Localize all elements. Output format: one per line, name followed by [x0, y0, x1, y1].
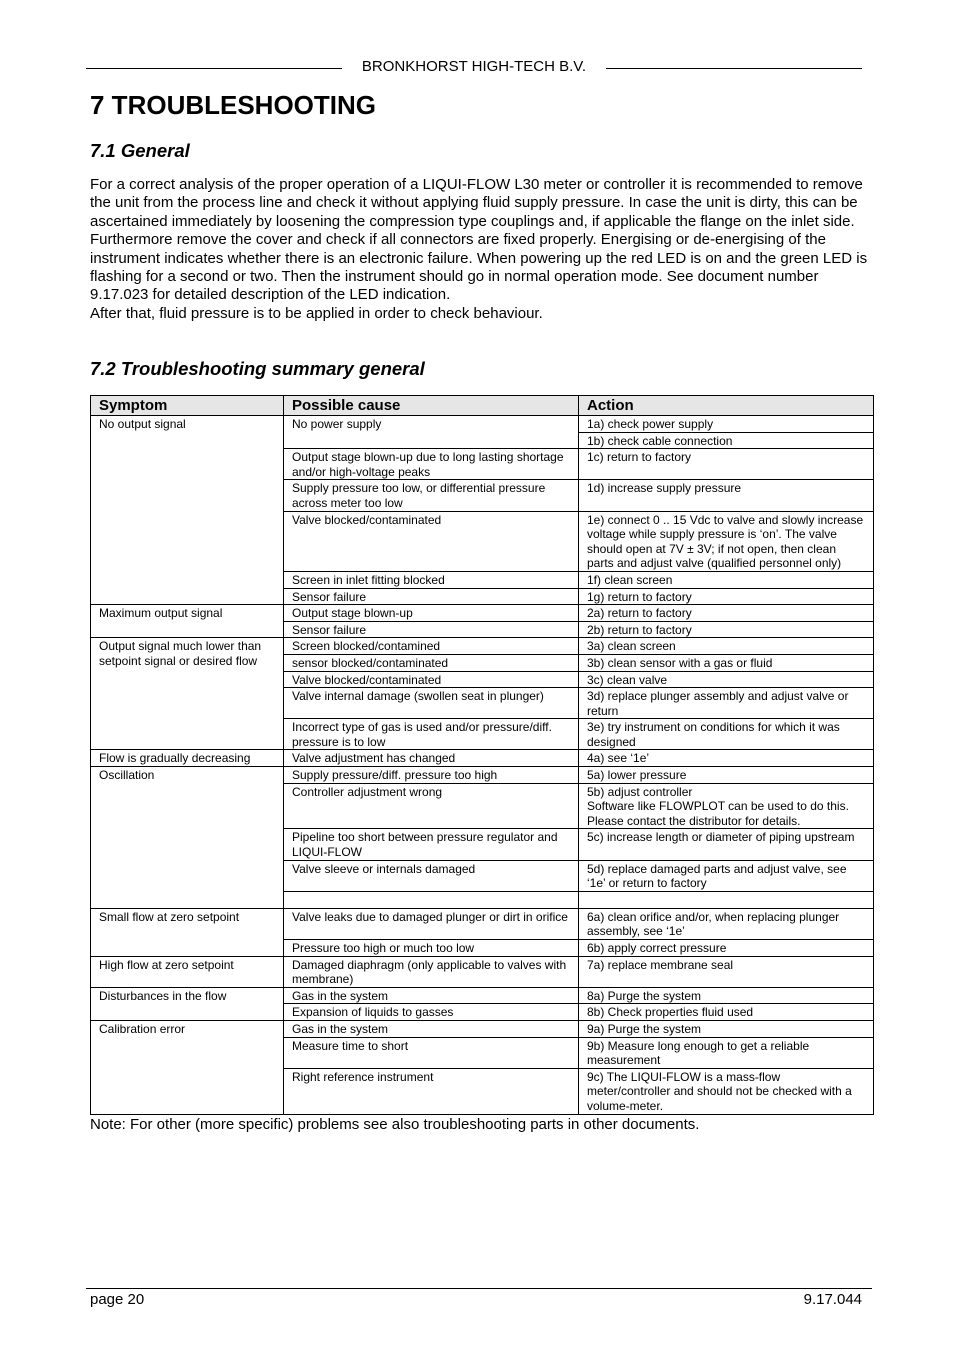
page-footer — [86, 1288, 872, 1308]
page-header — [86, 58, 862, 76]
cause-cell: Measure time to short — [284, 1037, 579, 1068]
cause-cell: Screen blocked/contamined — [284, 638, 579, 655]
cause-cell: Valve adjustment has changed — [284, 750, 579, 767]
action-cell: 6b) apply correct pressure — [579, 940, 874, 957]
header-action: Action — [579, 396, 874, 416]
cause-cell: Supply pressure/diff. pressure too high — [284, 767, 579, 784]
action-cell: 3d) replace plunger assembly and adjust valve or return — [579, 688, 874, 719]
section-title-summary: 7.2 Troubleshooting summary general — [90, 358, 425, 379]
table-body — [91, 416, 874, 1115]
symptom-cell: High flow at zero setpoint — [91, 956, 284, 987]
table-header-row — [91, 396, 874, 416]
table-row — [91, 908, 874, 939]
symptom-cell: No output signal — [91, 416, 284, 605]
symptom-cell: Maximum output signal — [91, 605, 284, 638]
symptom-cell: Small flow at zero setpoint — [91, 908, 284, 956]
table-row — [91, 1020, 874, 1037]
symptom-cell: Disturbances in the flow — [91, 987, 284, 1020]
action-cell: 3a) clean screen — [579, 638, 874, 655]
action-cell: 1g) return to factory — [579, 588, 874, 605]
cause-cell: Output stage blown-up — [284, 605, 579, 622]
cause-cell: Valve blocked/contaminated — [284, 511, 579, 571]
cause-cell: Sensor failure — [284, 588, 579, 605]
action-cell: 1d) increase supply pressure — [579, 480, 874, 511]
action-cell: 3e) try instrument on conditions for which it was designed — [579, 719, 874, 750]
cause-cell: Pressure too high or much too low — [284, 940, 579, 957]
intro-paragraph: Furthermore remove the cover and check if all connectors are fixed properly. Energising or de-energising of the instrument indicates whether there is an electronic failure. When powering up the red LED is on and the green LED is flashing for a second or two. Then the instrument should go in normal operation mode. See document number 9.17.023 for detailed description of the LED indication. — [90, 231, 868, 304]
action-cell: 9a) Purge the system — [579, 1020, 874, 1037]
cause-cell: Expansion of liquids to gasses — [284, 1004, 579, 1021]
table-row — [91, 956, 874, 987]
action-cell: 5d) replace damaged parts and adjust valve, see ‘1e’ or return to factory — [579, 860, 874, 891]
table-row — [91, 987, 874, 1004]
table-row — [91, 750, 874, 767]
cause-cell: Pipeline too short between pressure regulator and LIQUI-FLOW — [284, 829, 579, 860]
action-cell: 2a) return to factory — [579, 605, 874, 622]
cause-cell: Valve blocked/contaminated — [284, 671, 579, 688]
action-cell: 3b) clean sensor with a gas or fluid — [579, 654, 874, 671]
chapter-title: 7 TROUBLESHOOTING — [90, 90, 377, 120]
cause-cell: Gas in the system — [284, 1020, 579, 1037]
action-cell: 8a) Purge the system — [579, 987, 874, 1004]
table-row — [91, 416, 874, 433]
action-cell: 4a) see ‘1e’ — [579, 750, 874, 767]
page-number: page 20 — [90, 1291, 145, 1308]
cause-cell: sensor blocked/contaminated — [284, 654, 579, 671]
intro-text — [90, 176, 868, 323]
symptom-cell: Calibration error — [91, 1020, 284, 1114]
header-possible-cause: Possible cause — [284, 396, 579, 416]
table-note: Note: For other (more specific) problems see also troubleshooting parts in other documents. — [90, 1116, 700, 1133]
symptom-cell: Flow is gradually decreasing — [91, 750, 284, 767]
table-row — [91, 638, 874, 655]
action-cell: 2b) return to factory — [579, 621, 874, 638]
cause-cell: Right reference instrument — [284, 1068, 579, 1114]
cause-cell: Valve leaks due to damaged plunger or dirt in orifice — [284, 908, 579, 939]
action-cell: 9c) The LIQUI-FLOW is a mass-flow meter/controller and should not be checked with a volume-meter. — [579, 1068, 874, 1114]
section-title-general: 7.1 General — [90, 140, 190, 161]
action-cell: 1a) check power supply — [579, 416, 874, 433]
document-number: 9.17.044 — [803, 1291, 862, 1308]
action-cell: 5c) increase length or diameter of piping upstream — [579, 829, 874, 860]
action-cell: 6a) clean orifice and/or, when replacing plunger assembly, see ‘1e’ — [579, 908, 874, 939]
header-company: BRONKHORST HIGH-TECH B.V. — [361, 58, 587, 75]
cause-cell: Sensor failure — [284, 621, 579, 638]
cause-cell: Incorrect type of gas is used and/or pressure/diff. pressure is to low — [284, 719, 579, 750]
action-cell: 1f) clean screen — [579, 571, 874, 588]
header-rule-right — [606, 68, 862, 69]
cause-cell: Screen in inlet fitting blocked — [284, 571, 579, 588]
cause-cell: Output stage blown-up due to long lasting shortage and/or high-voltage peaks — [284, 449, 579, 480]
table-row — [91, 605, 874, 622]
symptom-cell: Output signal much lower than setpoint signal or desired flow — [91, 638, 284, 750]
cause-cell: No power supply — [284, 416, 579, 449]
intro-paragraph: For a correct analysis of the proper operation of a LIQUI-FLOW L30 meter or controller it is recommended to remove the unit from the process line and check it without applying fluid supply pressure. In case the unit is dirty, this can be ascertained immediately by loosening the compression type couplings and, if applicable the flange on the inlet side. — [90, 176, 863, 230]
cause-cell — [284, 891, 579, 908]
cause-cell: Valve internal damage (swollen seat in plunger) — [284, 688, 579, 719]
table-row — [91, 767, 874, 784]
cause-cell: Damaged diaphragm (only applicable to valves with membrane) — [284, 956, 579, 987]
action-cell: 7a) replace membrane seal — [579, 956, 874, 987]
action-cell: 5a) lower pressure — [579, 767, 874, 784]
action-cell: 1b) check cable connection — [579, 432, 874, 449]
cause-cell: Controller adjustment wrong — [284, 783, 579, 829]
action-cell: 9b) Measure long enough to get a reliable measurement — [579, 1037, 874, 1068]
intro-paragraph: After that, fluid pressure is to be applied in order to check behaviour. — [90, 304, 543, 322]
troubleshooting-table — [90, 395, 874, 1115]
symptom-cell: Oscillation — [91, 767, 284, 909]
cause-cell: Supply pressure too low, or differential pressure across meter too low — [284, 480, 579, 511]
action-cell — [579, 891, 874, 908]
cause-cell: Valve sleeve or internals damaged — [284, 860, 579, 891]
action-cell: 5b) adjust controller Software like FLOWPLOT can be used to do this. Please contact the distributor for details. — [579, 783, 874, 829]
action-cell: 1e) connect 0 .. 15 Vdc to valve and slowly increase voltage while supply pressure is ‘on’. The valve should open at 7V ± 3V; if not open, then clean parts and adjust valve (qualified personnel only) — [579, 511, 874, 571]
action-cell: 1c) return to factory — [579, 449, 874, 480]
action-cell: 8b) Check properties fluid used — [579, 1004, 874, 1021]
cause-cell: Gas in the system — [284, 987, 579, 1004]
action-cell: 3c) clean valve — [579, 671, 874, 688]
header-symptom: Symptom — [91, 396, 284, 416]
